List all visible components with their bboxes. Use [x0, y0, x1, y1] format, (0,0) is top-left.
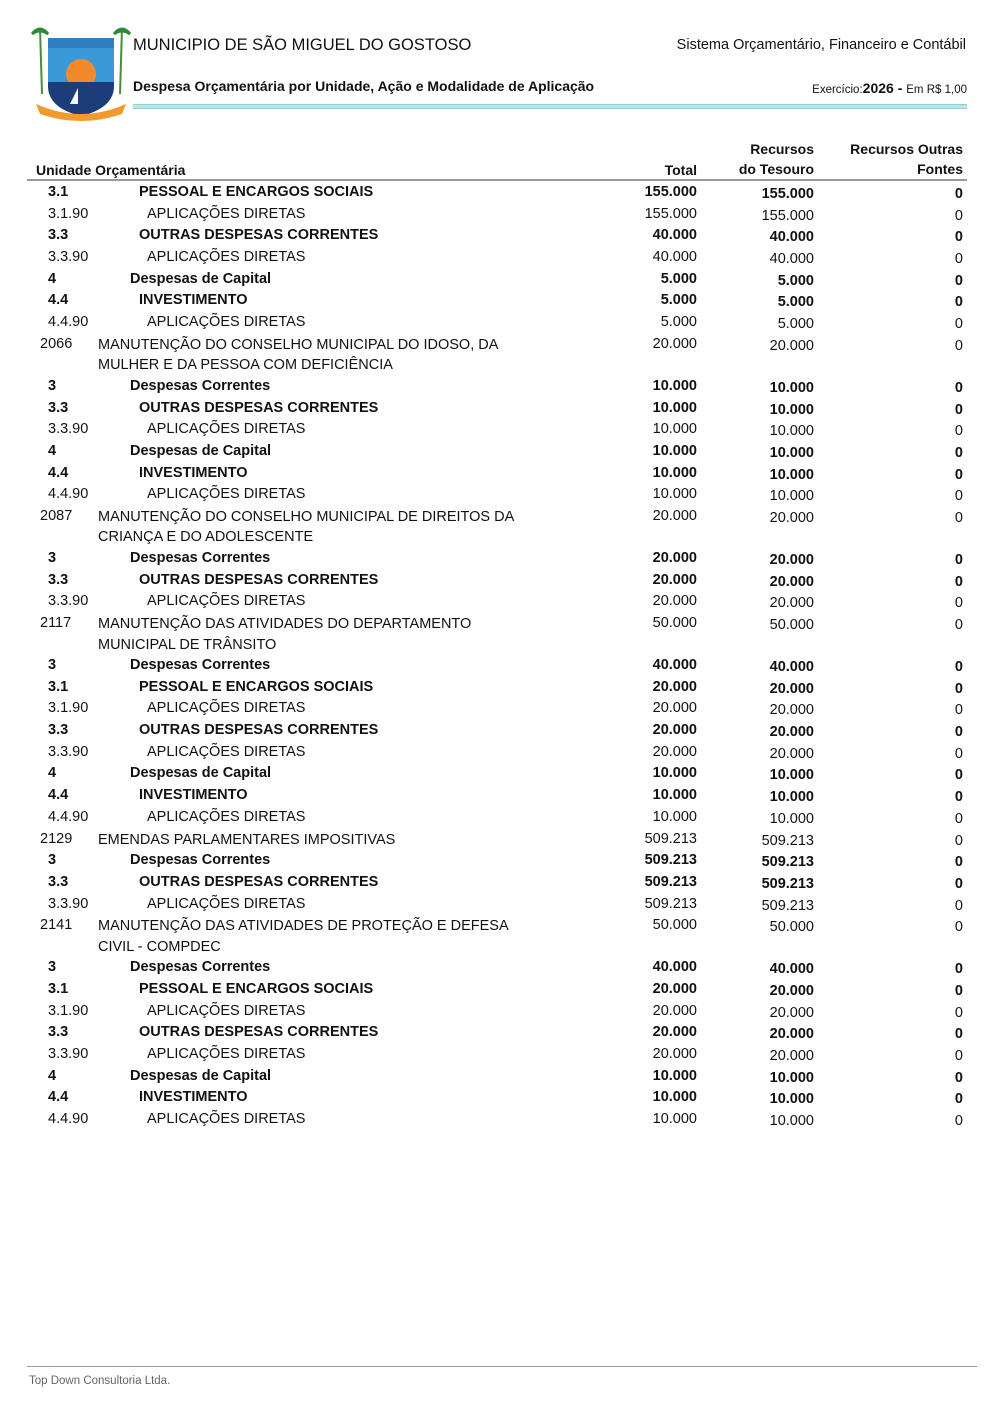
row-code: 3.1 [48, 678, 69, 695]
row-total: 10.000 [652, 399, 697, 416]
row-treasury: 20.000 [769, 680, 814, 697]
row-description: Despesas Correntes [130, 549, 271, 566]
row-total: 20.000 [652, 700, 697, 717]
row-other-sources: 0 [954, 1113, 963, 1130]
row-code: 4.4.90 [48, 1111, 89, 1128]
table-row [0, 398, 1000, 420]
footer-divider [27, 1366, 977, 1367]
column-header-other-line1: Recursos Outras [850, 141, 963, 157]
row-code: 2129 [40, 830, 73, 847]
row-other-sources: 0 [954, 789, 963, 806]
row-total: 5.000 [660, 270, 697, 287]
row-description: APLICAÇÕES DIRETAS [147, 743, 306, 760]
table-row [0, 894, 1000, 916]
row-description: Despesas Correntes [130, 959, 271, 976]
row-treasury: 20.000 [769, 982, 814, 999]
row-total: 155.000 [644, 184, 697, 200]
row-description: MANUTENÇÃO DO CONSELHO MUNICIPAL DE DIREITOS DA CRIANÇA E DO ADOLESCENTE [98, 508, 514, 546]
row-description: APLICAÇÕES DIRETAS [147, 1046, 306, 1062]
row-code: 4.4 [48, 292, 69, 309]
row-other-sources: 0 [954, 982, 963, 999]
table-row [0, 290, 1000, 312]
row-code: 3.3 [48, 399, 69, 416]
row-total: 509.213 [644, 895, 697, 912]
row-other-sources: 0 [954, 1004, 963, 1021]
row-total: 20.000 [652, 722, 697, 739]
row-treasury: 20.000 [769, 1026, 814, 1043]
row-total: 20.000 [652, 678, 697, 695]
row-code: 4 [48, 270, 57, 287]
table-row [0, 570, 1000, 592]
row-other-sources: 0 [954, 551, 963, 568]
row-total: 20.000 [652, 335, 697, 352]
row-treasury: 20.000 [769, 724, 814, 741]
row-code: 3.1 [48, 184, 69, 200]
row-treasury: 20.000 [769, 573, 814, 590]
row-total: 40.000 [652, 959, 697, 976]
row-other-sources: 0 [954, 337, 963, 354]
row-treasury: 50.000 [769, 919, 814, 936]
table-row [0, 807, 1000, 829]
table-row [0, 312, 1000, 334]
row-description: Despesas Correntes [130, 657, 271, 673]
row-treasury: 155.000 [761, 207, 814, 224]
row-treasury: 10.000 [769, 466, 814, 483]
row-description: MANUTENÇÃO DAS ATIVIDADES DE PROTEÇÃO E DEFESA CIVIL - COMPDEC [98, 918, 508, 955]
row-code: 4.4.90 [48, 808, 89, 825]
table-row [0, 182, 1000, 204]
row-code: 3.1.90 [48, 1002, 89, 1019]
table-row [0, 269, 1000, 291]
table-row [0, 1044, 1000, 1066]
row-description: Despesas de Capital [130, 765, 272, 782]
row-other-sources: 0 [954, 919, 963, 936]
row-code: 4 [48, 1067, 57, 1084]
row-total: 10.000 [652, 421, 697, 438]
row-total: 10.000 [652, 486, 697, 503]
row-code: 3.3 [48, 1024, 69, 1041]
row-total: 40.000 [652, 249, 697, 266]
row-total: 50.000 [652, 615, 697, 631]
row-code: 3.1.90 [48, 205, 89, 222]
row-description: OUTRAS DESPESAS CORRENTES [139, 1024, 379, 1041]
row-description: Despesas Correntes [130, 377, 271, 394]
table-row [0, 441, 1000, 463]
column-header-unit: Unidade Orçamentária [36, 162, 186, 178]
row-treasury: 5.000 [777, 316, 814, 333]
row-treasury: 10.000 [769, 1091, 814, 1108]
row-treasury: 20.000 [769, 1004, 814, 1021]
row-other-sources: 0 [954, 207, 963, 224]
row-total: 40.000 [652, 657, 697, 673]
row-treasury: 10.000 [769, 488, 814, 505]
row-total: 10.000 [652, 787, 697, 804]
row-other-sources: 0 [954, 444, 963, 461]
footer-company: Top Down Consultoria Ltda. [29, 1375, 171, 1387]
row-code: 3.3 [48, 227, 69, 244]
row-treasury: 10.000 [769, 1113, 814, 1130]
row-other-sources: 0 [954, 897, 963, 914]
row-description: APLICAÇÕES DIRETAS [147, 808, 306, 825]
table-row [0, 655, 1000, 677]
row-treasury: 20.000 [769, 745, 814, 762]
row-code: 2066 [40, 335, 73, 352]
row-other-sources: 0 [954, 401, 963, 418]
row-treasury: 5.000 [777, 272, 814, 289]
table-row [0, 376, 1000, 398]
row-other-sources: 0 [954, 961, 963, 978]
row-code: 3.3.90 [48, 743, 89, 760]
row-code: 3 [48, 377, 57, 394]
row-total: 10.000 [652, 1089, 697, 1106]
row-description: INVESTIMENTO [139, 464, 248, 481]
row-other-sources: 0 [954, 1048, 963, 1064]
row-treasury: 10.000 [769, 444, 814, 461]
row-other-sources: 0 [954, 595, 963, 612]
table-row [0, 915, 1000, 957]
row-code: 2087 [40, 507, 73, 524]
row-description: OUTRAS DESPESAS CORRENTES [139, 873, 379, 890]
column-header-other-line2: Fontes [917, 161, 963, 177]
row-total: 10.000 [652, 377, 697, 394]
row-other-sources: 0 [954, 509, 963, 526]
row-code: 2117 [40, 615, 72, 631]
row-total: 20.000 [652, 1002, 697, 1019]
row-total: 10.000 [652, 1111, 697, 1128]
row-other-sources: 0 [954, 488, 963, 505]
row-total: 5.000 [660, 292, 697, 309]
row-other-sources: 0 [954, 466, 963, 483]
row-code: 3.1 [48, 980, 69, 997]
row-treasury: 509.213 [761, 832, 814, 849]
row-treasury: 20.000 [769, 702, 814, 719]
table-row [0, 591, 1000, 613]
row-treasury: 5.000 [777, 294, 814, 311]
table-row [0, 872, 1000, 894]
row-description: PESSOAL E ENCARGOS SOCIAIS [139, 184, 374, 200]
table-row [0, 698, 1000, 720]
row-total: 155.000 [644, 205, 697, 222]
exercise-label: Exercício: [812, 84, 863, 96]
table-row [0, 1022, 1000, 1044]
row-code: 4.4 [48, 464, 69, 481]
row-description: INVESTIMENTO [139, 787, 248, 804]
row-description: APLICAÇÕES DIRETAS [147, 205, 306, 222]
system-name: Sistema Orçamentário, Financeiro e Contábil [676, 37, 966, 53]
currency-separator: - [893, 80, 907, 96]
row-code: 3.3.90 [48, 593, 89, 610]
row-description: APLICAÇÕES DIRETAS [147, 1111, 306, 1128]
row-other-sources: 0 [954, 745, 963, 762]
column-header-treasury-line1: Recursos [750, 141, 814, 157]
table-row [0, 742, 1000, 764]
table-row [0, 463, 1000, 485]
table-row [0, 957, 1000, 979]
row-description: APLICAÇÕES DIRETAS [147, 895, 306, 912]
row-description: APLICAÇÕES DIRETAS [147, 1002, 306, 1019]
row-treasury: 509.213 [761, 854, 814, 871]
row-description: INVESTIMENTO [139, 292, 248, 309]
row-total: 5.000 [660, 314, 697, 331]
row-description: OUTRAS DESPESAS CORRENTES [139, 227, 379, 244]
table-row [0, 785, 1000, 807]
row-code: 3 [48, 549, 57, 566]
table-row [0, 419, 1000, 441]
table-header-divider [27, 179, 967, 181]
row-treasury: 40.000 [769, 961, 814, 978]
budget-table-body [0, 182, 1000, 1131]
row-code: 3 [48, 852, 57, 869]
row-other-sources: 0 [954, 724, 963, 741]
row-other-sources: 0 [954, 1091, 963, 1108]
row-description: APLICAÇÕES DIRETAS [147, 700, 306, 717]
table-row [0, 613, 1000, 655]
row-code: 3.3.90 [48, 249, 89, 266]
table-row [0, 247, 1000, 269]
table-row [0, 334, 1000, 376]
row-description: APLICAÇÕES DIRETAS [147, 486, 306, 503]
row-code: 3.3.90 [48, 895, 89, 912]
row-total: 10.000 [652, 765, 697, 782]
row-other-sources: 0 [954, 680, 963, 697]
row-description: MANUTENÇÃO DAS ATIVIDADES DO DEPARTAMENTO MUNICIPAL DE TRÂNSITO [98, 616, 472, 653]
row-code: 2141 [40, 917, 73, 934]
row-treasury: 20.000 [769, 551, 814, 568]
row-description: OUTRAS DESPESAS CORRENTES [139, 399, 379, 416]
row-total: 10.000 [652, 1067, 697, 1084]
table-row [0, 225, 1000, 247]
row-description: PESSOAL E ENCARGOS SOCIAIS [139, 678, 374, 695]
row-code: 4 [48, 442, 57, 459]
table-row [0, 1066, 1000, 1088]
row-treasury: 40.000 [769, 229, 814, 246]
row-description: APLICAÇÕES DIRETAS [147, 249, 306, 266]
row-treasury: 155.000 [761, 186, 814, 202]
row-total: 10.000 [652, 808, 697, 825]
row-code: 4.4 [48, 787, 69, 804]
row-description: EMENDAS PARLAMENTARES IMPOSITIVAS [98, 831, 396, 848]
row-other-sources: 0 [954, 379, 963, 396]
row-total: 20.000 [652, 571, 697, 588]
municipal-coat-of-arms-logo [30, 24, 132, 122]
header-divider [133, 104, 967, 109]
row-total: 20.000 [652, 1046, 697, 1062]
row-code: 3 [48, 657, 57, 673]
row-treasury: 10.000 [769, 789, 814, 806]
row-description: APLICAÇÕES DIRETAS [147, 593, 306, 610]
exercise-year: 2026 [862, 80, 894, 96]
row-other-sources: 0 [954, 702, 963, 719]
row-code: 3.3 [48, 873, 69, 890]
row-treasury: 40.000 [769, 659, 814, 675]
table-row [0, 1001, 1000, 1023]
row-description: APLICAÇÕES DIRETAS [147, 421, 306, 438]
currency-label: Em R$ 1,00 [906, 84, 967, 96]
row-total: 10.000 [652, 464, 697, 481]
row-other-sources: 0 [954, 617, 963, 633]
table-row [0, 204, 1000, 226]
row-other-sources: 0 [954, 875, 963, 892]
row-total: 50.000 [652, 917, 697, 934]
report-title: Despesa Orçamentária por Unidade, Ação e Modalidade de Aplicação [133, 78, 595, 94]
row-total: 20.000 [652, 593, 697, 610]
exercise-info [812, 80, 967, 96]
row-code: 4 [48, 765, 57, 782]
row-treasury: 50.000 [769, 617, 814, 633]
row-description: MANUTENÇÃO DO CONSELHO MUNICIPAL DO IDOSO, DA MULHER E DA PESSOA COM DEFICIÊNCIA [98, 336, 498, 374]
row-treasury: 10.000 [769, 423, 814, 440]
row-total: 20.000 [652, 507, 697, 524]
row-description: Despesas de Capital [130, 442, 272, 459]
row-treasury: 40.000 [769, 251, 814, 268]
row-other-sources: 0 [954, 810, 963, 827]
row-code: 3.3.90 [48, 421, 89, 438]
row-total: 40.000 [652, 227, 697, 244]
row-code: 3.3 [48, 722, 69, 739]
row-treasury: 20.000 [769, 595, 814, 612]
row-total: 20.000 [652, 1024, 697, 1041]
row-code: 4.4 [48, 1089, 69, 1106]
row-total: 509.213 [644, 873, 697, 890]
table-row [0, 484, 1000, 506]
table-row [0, 979, 1000, 1001]
row-other-sources: 0 [954, 229, 963, 246]
row-other-sources: 0 [954, 832, 963, 849]
row-description: Despesas de Capital [130, 270, 272, 287]
row-total: 20.000 [652, 549, 697, 566]
column-header-treasury-line2: do Tesouro [738, 161, 814, 177]
row-treasury: 20.000 [769, 509, 814, 526]
table-row [0, 677, 1000, 699]
row-other-sources: 0 [954, 767, 963, 784]
row-other-sources: 0 [954, 272, 963, 289]
table-row [0, 829, 1000, 851]
row-treasury: 10.000 [769, 1069, 814, 1086]
row-other-sources: 0 [954, 186, 963, 202]
row-description: Despesas Correntes [130, 852, 271, 869]
row-description: APLICAÇÕES DIRETAS [147, 314, 306, 331]
row-code: 3 [48, 959, 57, 976]
row-code: 4.4.90 [48, 486, 89, 503]
table-row [0, 763, 1000, 785]
row-description: OUTRAS DESPESAS CORRENTES [139, 571, 379, 588]
row-other-sources: 0 [954, 316, 963, 333]
table-row [0, 850, 1000, 872]
row-description: OUTRAS DESPESAS CORRENTES [139, 722, 379, 739]
table-row [0, 1109, 1000, 1131]
row-code: 4.4.90 [48, 314, 89, 331]
row-total: 10.000 [652, 442, 697, 459]
row-other-sources: 0 [954, 251, 963, 268]
row-total: 509.213 [644, 830, 697, 847]
row-treasury: 10.000 [769, 767, 814, 784]
row-total: 20.000 [652, 743, 697, 760]
row-other-sources: 0 [954, 573, 963, 590]
row-code: 3.3.90 [48, 1046, 89, 1062]
table-row [0, 720, 1000, 742]
row-description: Despesas de Capital [130, 1067, 272, 1084]
column-header-total: Total [664, 162, 697, 178]
row-other-sources: 0 [954, 294, 963, 311]
row-treasury: 20.000 [769, 1048, 814, 1064]
row-treasury: 20.000 [769, 337, 814, 354]
row-other-sources: 0 [954, 659, 963, 675]
row-treasury: 509.213 [761, 875, 814, 892]
row-total: 20.000 [652, 980, 697, 997]
table-row [0, 506, 1000, 548]
row-other-sources: 0 [954, 1026, 963, 1043]
row-total: 509.213 [644, 852, 697, 869]
row-treasury: 509.213 [761, 897, 814, 914]
row-other-sources: 0 [954, 854, 963, 871]
row-code: 3.1.90 [48, 700, 89, 717]
municipality-name: MUNICIPIO DE SÃO MIGUEL DO GOSTOSO [133, 36, 472, 54]
row-other-sources: 0 [954, 1069, 963, 1086]
row-treasury: 10.000 [769, 401, 814, 418]
row-treasury: 10.000 [769, 810, 814, 827]
row-code: 3.3 [48, 571, 69, 588]
table-row [0, 548, 1000, 570]
row-treasury: 10.000 [769, 379, 814, 396]
row-description: INVESTIMENTO [139, 1089, 248, 1106]
table-row [0, 1087, 1000, 1109]
row-other-sources: 0 [954, 423, 963, 440]
row-description: PESSOAL E ENCARGOS SOCIAIS [139, 980, 374, 997]
